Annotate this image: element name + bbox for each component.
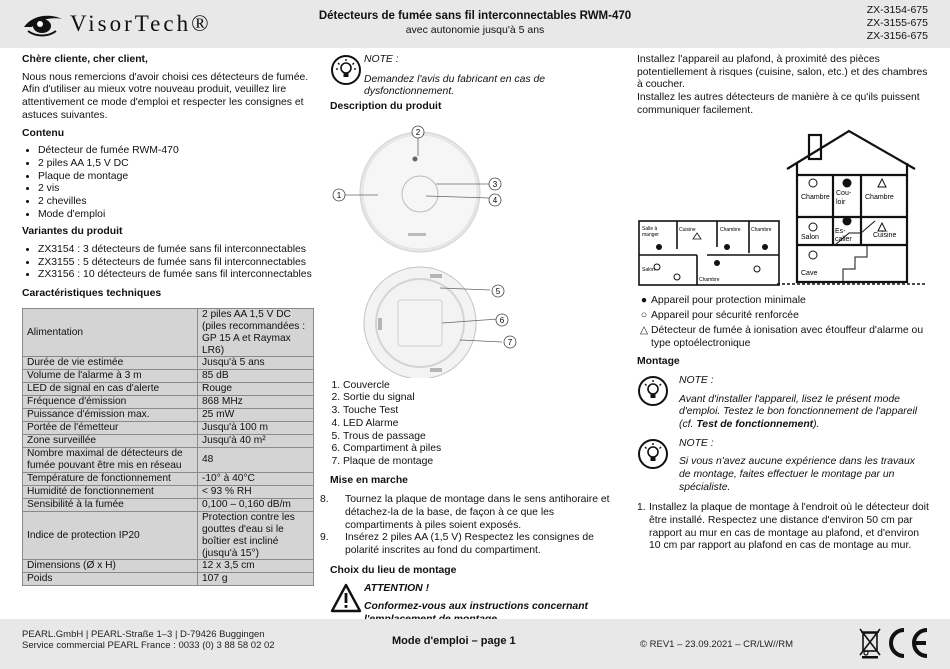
spec-value: Protection contre les gouttes d'eau si le boîtier est incliné (jusqu'à 15°)	[198, 511, 314, 560]
product-code: ZX-3155-675	[866, 17, 928, 30]
step-number: 1.	[637, 502, 646, 514]
install-paragraph: Installez l'appareil au plafond, à proximité des pièces potentiellement à risques (cuisine, salon, etc.) et des chambres à coucher.	[637, 54, 928, 91]
spec-value: 2 piles AA 1,5 V DC (piles recommandées : GP 15 A et Raymax LR6)	[198, 308, 314, 357]
house-diagram	[637, 129, 929, 299]
legend-text: Détecteur de fumée à ionisation avec étouffeur d'alarme ou type optoélectronique	[651, 324, 924, 349]
brand-logo	[22, 7, 212, 41]
spec-value: 12 x 3,5 cm	[198, 560, 314, 573]
spec-value: 0,100 – 0,160 dB/m	[198, 498, 314, 511]
attention-label: ATTENTION !	[364, 583, 430, 595]
list-item: 3. Touche Test	[343, 405, 622, 418]
warning-triangle-icon	[330, 583, 362, 613]
house-room-label: calier	[835, 236, 852, 244]
step-number: 9.	[320, 532, 329, 544]
note-block	[330, 54, 622, 99]
product-illustration	[330, 118, 530, 378]
company-address: PEARL.GmbH | PEARL-Straße 1–3 | D-79426 Buggingen	[22, 629, 265, 640]
column-middle	[320, 54, 622, 626]
greeting: Chère cliente, cher client,	[22, 54, 148, 65]
spec-value: Jusqu'à 40 m²	[198, 435, 314, 448]
house-room-label: Chambre	[801, 194, 830, 202]
spec-value: Rouge	[198, 383, 314, 396]
spec-key: Puissance d'émission max.	[23, 409, 198, 422]
triangle-icon: △	[640, 324, 648, 336]
spec-key: Zone surveillée	[23, 435, 198, 448]
callout-label: 7	[507, 337, 513, 347]
spec-key: Portée de l'émetteur	[23, 422, 198, 435]
document-subtitle: avec autonomie jusqu'à 5 ans	[405, 24, 545, 37]
brand-name: VisorTech®	[70, 10, 212, 36]
plan-room-label: Chambre	[751, 227, 772, 234]
note-label: NOTE :	[679, 437, 714, 449]
list-item: • 2 vis	[38, 183, 314, 196]
attention-text: Conformez-vous aux instructions concernant	[364, 601, 589, 613]
list-item: 4. LED Alarme	[343, 418, 622, 431]
step-text: Installez la plaque de montage à l'endroit où le détecteur doit être installé. Respectez une distance d'environ 50 cm par rapport au mur en cas de montage au plafond, et d'environ 10 cm par rapport au plafond en cas de montage au mur.	[649, 502, 929, 552]
table-row	[23, 422, 314, 435]
variants-list	[22, 244, 314, 282]
spec-value: 868 MHz	[198, 396, 314, 409]
location-heading: Choix du lieu de montage	[330, 564, 457, 576]
list-item: • 2 chevilles	[38, 196, 314, 209]
list-item: • ZX3154 : 3 détecteurs de fumée sans fil interconnectables	[38, 244, 314, 257]
spec-key: Fréquence d'émission	[23, 396, 198, 409]
install-paragraph-2: Installez les autres détecteurs de manière à ce qu'ils puissent communiquer facilement.	[637, 92, 920, 116]
legend-text: Appareil pour protection minimale	[651, 295, 806, 307]
ce-mark-icon	[884, 627, 930, 659]
page-header	[0, 0, 950, 48]
note-block	[637, 375, 929, 432]
list-item: 1. Couvercle	[343, 380, 622, 393]
table-row	[23, 409, 314, 422]
variants-heading: Variantes du produit	[22, 226, 123, 238]
list-item: • Plaque de montage	[38, 171, 314, 184]
hollow-circle-icon: ○	[640, 310, 648, 322]
list-item: • ZX3156 : 10 détecteurs de fumée sans fil interconnectables	[38, 269, 314, 282]
note-reference: Test de fonctionnement	[696, 418, 814, 430]
description-heading: Description du produit	[330, 101, 442, 113]
callout-1	[333, 189, 345, 201]
spec-value: 25 mW	[198, 409, 314, 422]
callout-label: 1	[336, 190, 342, 200]
callout-label: 6	[499, 315, 505, 325]
note-block	[637, 438, 929, 495]
callout-3	[489, 178, 501, 190]
note-label: NOTE :	[364, 54, 399, 65]
filled-circle-icon: ●	[640, 295, 648, 307]
table-row	[23, 511, 314, 560]
list-item: 5. Trous de passage	[343, 431, 622, 444]
callout-5	[492, 285, 504, 297]
plan-room-label: Salon	[642, 267, 655, 274]
spec-key: Humidité de fonctionnement	[23, 485, 198, 498]
plan-room-label: Chambre	[699, 277, 720, 284]
legend-text: Appareil pour sécurité renforcée	[651, 310, 799, 322]
callout-7	[504, 336, 516, 348]
legend-item	[637, 295, 929, 308]
list-item: 2. Sortie du signal	[343, 392, 622, 405]
table-row	[23, 448, 314, 473]
list-item: • 2 piles AA 1,5 V DC	[38, 158, 314, 171]
callout-label: 3	[492, 179, 498, 189]
diagram-legend	[637, 295, 929, 350]
table-row	[23, 308, 314, 357]
list-item: • Mode d'emploi	[38, 209, 314, 222]
spec-key: Sensibilité à la fumée	[23, 498, 198, 511]
product-code: ZX-3156-675	[866, 30, 928, 43]
table-row	[23, 472, 314, 485]
table-row	[23, 573, 314, 586]
intro-paragraph: Nous nous remercions d'avoir choisi ces détecteurs de fumée. Afin d'utiliser au mieux votre nouveau produit, veuillez lire attentivement ce mode d'emploi et respecter les consignes et astuces suivantes.	[22, 71, 309, 121]
mounting-heading: Montage	[637, 356, 680, 368]
house-outline	[787, 131, 915, 282]
list-item: 6. Compartiment à piles	[343, 443, 622, 456]
document-title: Détecteurs de fumée sans fil interconnectables RWM-470	[318, 10, 632, 22]
step-text: Insérez 2 piles AA (1,5 V) Respectez les consignes de polarité inscrites au fond du compartiment.	[345, 532, 594, 556]
house-room-label: Cou-	[836, 190, 852, 198]
lightbulb-icon	[637, 375, 669, 407]
column-right	[637, 54, 929, 553]
spec-key: LED de signal en cas d'alerte	[23, 383, 198, 396]
note-text: Avant d'installer l'appareil, lisez le présent mode d'emploi. Testez le bon fonctionnement de l'appareil (cf.	[679, 393, 918, 430]
house-room-label: Es-	[835, 228, 846, 236]
house-room-label: Salon	[801, 234, 819, 242]
spec-key: Indice de protection IP20	[23, 511, 198, 560]
spec-key: Dimensions (Ø x H)	[23, 560, 198, 573]
plan-room-label: Chambre	[720, 227, 741, 234]
spec-key: Volume de l'alarme à 3 m	[23, 370, 198, 383]
table-row	[23, 485, 314, 498]
contents-list	[22, 145, 314, 221]
lightbulb-icon	[637, 438, 669, 470]
table-row	[23, 396, 314, 409]
table-row	[23, 370, 314, 383]
parts-list	[330, 380, 622, 469]
note-text: Si vous n'avez aucune expérience dans les travaux de montage, faites effectuer le montage par un spécialiste.	[679, 456, 915, 493]
product-codes	[867, 4, 928, 43]
note-text: Demandez l'avis du fabricant en cas de dysfonctionnement.	[364, 73, 546, 98]
spec-value: Jusqu'à 100 m	[198, 422, 314, 435]
spec-key: Poids	[23, 573, 198, 586]
step-number: 8.	[320, 494, 329, 506]
table-row	[23, 498, 314, 511]
legend-item	[637, 310, 929, 323]
house-room-label: Chambre	[865, 194, 894, 202]
callout-4	[489, 194, 501, 206]
callout-6	[496, 314, 508, 326]
setup-steps	[320, 494, 622, 557]
legend-item	[637, 325, 929, 350]
mounting-step	[637, 502, 929, 553]
callout-label: 4	[492, 195, 498, 205]
weee-bin-icon	[858, 625, 882, 659]
eye-logo-icon	[22, 9, 64, 39]
table-row	[23, 560, 314, 573]
spec-key: Durée de vie estimée	[23, 357, 198, 370]
revision-info: © REV1 – 23.09.2021 – CR/LW//RM	[640, 639, 794, 650]
note-text-end: ).	[813, 418, 820, 430]
house-room-label: loir	[836, 199, 846, 207]
product-code: ZX-3154-675	[866, 4, 928, 16]
setup-heading: Mise en marche	[330, 474, 408, 486]
callout-label: 5	[495, 286, 501, 296]
spec-key: Température de fonctionnement	[23, 472, 198, 485]
list-item: • Détecteur de fumée RWM-470	[38, 145, 314, 158]
spec-key: Nombre maximal de détecteurs de fumée pouvant être mis en réseau	[23, 448, 198, 473]
house-room-label: Cave	[801, 270, 818, 278]
list-item: • ZX3155 : 5 détecteurs de fumée sans fil interconnectables	[38, 257, 314, 270]
spec-value: 85 dB	[198, 370, 314, 383]
spec-value: -10° à 40°C	[198, 472, 314, 485]
spec-value: 48	[198, 448, 314, 473]
contents-heading: Contenu	[22, 128, 65, 140]
specs-table	[22, 308, 314, 587]
plan-room-label: Cuisine	[679, 227, 696, 234]
page-label: Mode d'emploi – page 1	[392, 635, 516, 647]
spec-value: < 93 % RH	[198, 485, 314, 498]
column-left	[22, 54, 314, 586]
table-row	[23, 435, 314, 448]
plan-room-label: Salle à	[642, 226, 658, 233]
service-phone: Service commercial PEARL France : 0033 (0) 3 88 58 02 02	[22, 640, 275, 652]
spec-value: 107 g	[198, 573, 314, 586]
plan-room-label: manger	[642, 232, 659, 239]
callout-label: 2	[415, 127, 421, 137]
house-room-label: Cuisine	[873, 232, 897, 240]
spec-key: Alimentation	[23, 308, 198, 357]
table-row	[23, 383, 314, 396]
callout-2	[412, 126, 424, 138]
lightbulb-icon	[330, 54, 362, 86]
specs-heading: Caractéristiques techniques	[22, 288, 162, 299]
note-label: NOTE :	[679, 374, 714, 386]
page-footer	[0, 619, 950, 669]
step-text: Tournez la plaque de montage dans le sens antihoraire et détachez-la de la base, de façon à ce que les compartiments à piles soient exposés.	[345, 494, 610, 531]
spec-value: Jusqu'à 5 ans	[198, 357, 314, 370]
list-item: 7. Plaque de montage	[343, 456, 622, 469]
table-row	[23, 357, 314, 370]
document-title-block	[290, 9, 660, 37]
